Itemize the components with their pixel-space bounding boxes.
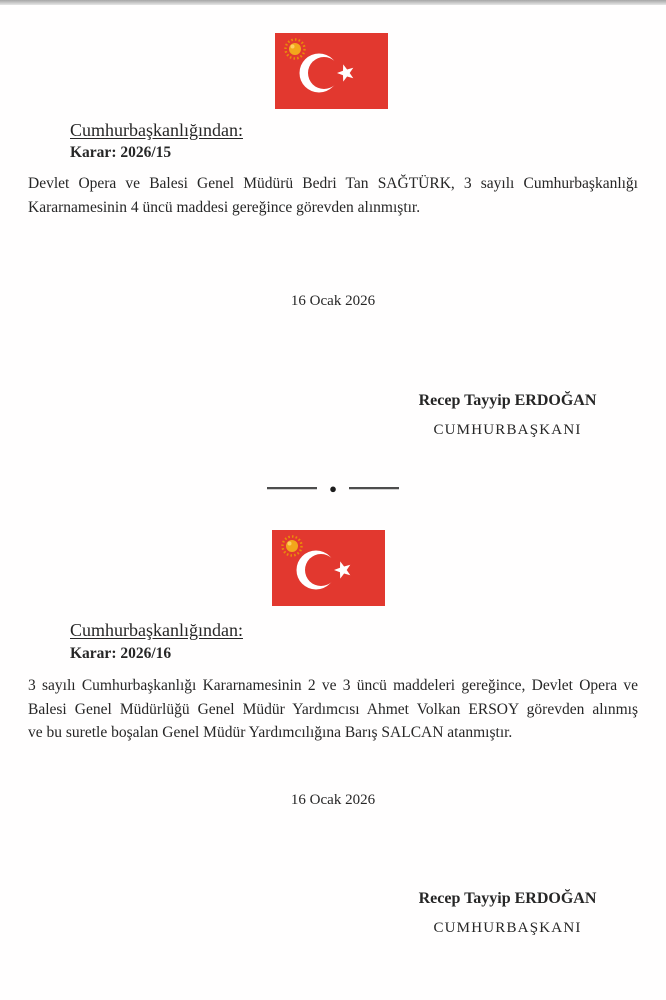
- turkish-flag-icon: [272, 530, 385, 606]
- scan-edge-strip: [0, 0, 666, 5]
- signature-block: [405, 391, 610, 439]
- divider-line: [267, 487, 317, 489]
- decision-number: Karar: 2026/15: [70, 144, 172, 161]
- signature-block: [405, 889, 610, 937]
- signer-title: CUMHURBAŞKANI: [433, 422, 582, 438]
- signer-title: CUMHURBAŞKANI: [433, 920, 582, 936]
- decree-date: 16 Ocak 2026: [290, 792, 376, 808]
- decree-body: Devlet Opera ve Balesi Genel Müdürü Bedri Tan SAĞTÜRK, 3 sayılı Cumhurbaşkanlığı Kararnamesinin 4 üncü maddesi gereğince görevden alınmıştır.: [28, 175, 638, 216]
- divider-dot-icon: ●: [329, 480, 337, 496]
- agency-heading: Cumhurbaşkanlığından:: [70, 120, 243, 140]
- signer-name: Recep Tayyip ERDOĞAN: [418, 392, 597, 409]
- section-divider: [0, 481, 666, 495]
- divider-line: [349, 487, 399, 489]
- decree-body: 3 sayılı Cumhurbaşkanlığı Kararnamesinin 2 ve 3 üncü maddeleri gereğince, Devlet Opera ve Balesi Genel Müdürlüğü Genel Müdür Yardımcısı Ahmet Volkan ERSOY görevden alınmış ve bu suretle boşalan Genel Müdür Yardımcılığına Barış SALCAN atanmıştır.: [28, 677, 638, 741]
- turkish-flag-icon: [275, 33, 388, 109]
- decree-date: 16 Ocak 2026: [290, 293, 376, 309]
- agency-heading: Cumhurbaşkanlığından:: [70, 620, 243, 640]
- decision-number: Karar: 2026/16: [70, 645, 172, 662]
- signer-name: Recep Tayyip ERDOĞAN: [418, 890, 597, 907]
